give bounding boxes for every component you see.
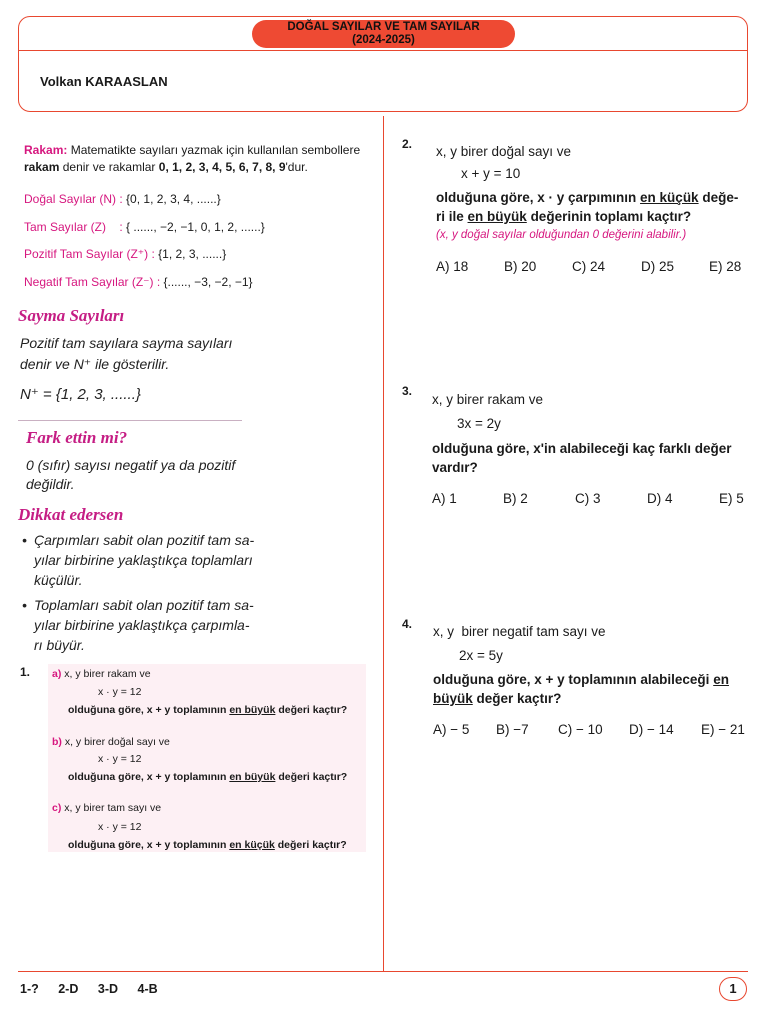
part-question <box>68 771 347 784</box>
q4-equation: 2x = 5y <box>459 648 503 663</box>
fark-text-1: 0 (sıfır) sayısı negatif ya da pozitif <box>26 457 236 473</box>
rakam-definition <box>24 142 374 176</box>
option-e: E) 5 <box>719 491 744 506</box>
q4-question-line-1 <box>433 670 729 689</box>
option-c: C) 24 <box>572 259 606 274</box>
option-d: D) 25 <box>641 259 675 274</box>
part-q-post: değeri kaçtır? <box>278 704 348 716</box>
bullet-line: yılar birbirine yaklaştıkça toplamları <box>34 552 253 568</box>
q4-intro: x, y birer negatif tam sayı ve <box>433 624 606 639</box>
part-question <box>68 839 347 852</box>
part-q-pre: olduğuna göre, x + y toplamının <box>68 839 227 851</box>
q2-question-line-2 <box>436 207 691 226</box>
bullet-symbol: • <box>22 532 27 548</box>
option-c: C) − 10 <box>558 722 603 737</box>
set-label: Doğal Sayılar (N) : <box>24 192 123 206</box>
question-1-box <box>48 664 366 852</box>
rakam-digits: 0, 1, 2, 3, 4, 5, 6, 7, 8, 9 <box>158 160 286 174</box>
section-separator <box>18 420 242 421</box>
option-c: C) 3 <box>575 491 601 506</box>
fark-heading: Fark ettin mi? <box>26 428 128 447</box>
set-row <box>24 247 226 261</box>
q4-em: en <box>713 672 729 687</box>
q3-question-line-1: olduğuna göre, x'in alabileceği kaç farklı değer <box>432 441 732 456</box>
q1-part-b <box>52 736 170 749</box>
q2-equation: x + y = 10 <box>461 166 521 181</box>
part-q-post: değeri kaçtır? <box>277 839 347 851</box>
bullet-2 <box>34 595 254 655</box>
q3-equation: 3x = 2y <box>457 416 501 431</box>
answer-item: 2-D <box>58 982 79 996</box>
part-q-pre: olduğuna göre, x + y toplamının <box>68 704 227 716</box>
bullet-symbol: • <box>22 597 27 613</box>
q3-intro: x, y birer rakam ve <box>432 392 544 407</box>
q2-post: değe- <box>702 190 739 205</box>
part-q-em: en büyük <box>229 771 276 783</box>
q4-post: değer kaçtır? <box>476 691 562 706</box>
option-b: B) −7 <box>496 722 529 737</box>
option-d: D) 4 <box>647 491 673 506</box>
set-label: Negatif Tam Sayılar (Z⁻) : <box>24 275 161 289</box>
column-divider <box>383 116 384 971</box>
q4-em: büyük <box>433 691 473 706</box>
bullet-line: Çarpımları sabit olan pozitif tam sa- <box>34 532 255 548</box>
part-q-post: değeri kaçtır? <box>278 771 348 783</box>
q2-pre: olduğuna göre, x · y çarpımının <box>436 190 637 205</box>
header-divider <box>18 50 748 51</box>
footer-divider <box>18 971 748 972</box>
set-row <box>24 192 221 206</box>
set-value: { ......, −2, −1, 0, 1, 2, ......} <box>126 220 265 234</box>
q2-em: en büyük <box>467 209 527 224</box>
part-q-pre: olduğuna göre, x + y toplamının <box>68 771 227 783</box>
bullet-line: rı büyür. <box>34 637 85 653</box>
bullet-line: küçülür. <box>34 572 83 588</box>
part-intro: x, y birer rakam ve <box>64 668 151 680</box>
q2-hint: (x, y doğal sayılar olduğundan 0 değerini alabilir.) <box>436 229 687 241</box>
bullet-1 <box>34 530 254 590</box>
option-a: A) − 5 <box>433 722 470 737</box>
q4-question-line-2 <box>433 689 561 708</box>
part-letter: b) <box>52 736 62 748</box>
q1-part-c <box>52 802 161 815</box>
q2-pre: ri ile <box>436 209 464 224</box>
bullet-line: Toplamları sabit olan pozitif tam sa- <box>34 597 254 613</box>
part-letter: a) <box>52 668 62 680</box>
answer-item: 4-B <box>137 982 158 996</box>
set-value: {......, −3, −2, −1} <box>163 275 253 289</box>
option-a: A) 1 <box>432 491 457 506</box>
q2-question-line-1 <box>436 188 738 207</box>
q2-intro: x, y birer doğal sayı ve <box>436 144 572 159</box>
page-title: DOĞAL SAYILAR VE TAM SAYILAR <box>287 21 480 33</box>
rakam-label: Rakam: <box>24 143 68 157</box>
question-2-number: 2. <box>402 137 413 151</box>
option-b: B) 20 <box>504 259 537 274</box>
set-row <box>24 275 253 289</box>
q2-post: değerinin toplamı kaçtır? <box>530 209 692 224</box>
answer-item: 1-? <box>20 982 39 996</box>
rakam-end: 'dur. <box>285 160 308 174</box>
title-pill <box>252 20 515 48</box>
answer-key <box>20 982 172 996</box>
option-e: E) − 21 <box>701 722 745 737</box>
sayma-set: N⁺ = {1, 2, 3, ......} <box>20 386 141 403</box>
set-label: Pozitif Tam Sayılar (Z⁺) : <box>24 247 155 261</box>
set-label: Tam Sayılar (Z) : <box>24 220 123 234</box>
sayma-text-1: Pozitif tam sayılara sayma sayıları <box>20 335 233 351</box>
q2-em: en küçük <box>640 190 699 205</box>
part-letter: c) <box>52 802 62 814</box>
part-equation: x · y = 12 <box>98 821 142 833</box>
part-equation: x · y = 12 <box>98 753 142 765</box>
q1-part-a <box>52 668 151 681</box>
part-intro: x, y birer doğal sayı ve <box>64 736 170 748</box>
page-subtitle: (2024-2025) <box>352 34 415 46</box>
rakam-word: rakam <box>24 160 60 174</box>
sayma-heading: Sayma Sayıları <box>18 306 125 325</box>
rakam-text-1: Matematikte sayıları yazmak için kullanılan sembollere <box>70 143 361 157</box>
q4-pre: olduğuna göre, x + y toplamının alabileceği <box>433 672 710 687</box>
page-number: 1 <box>719 977 747 1001</box>
part-equation: x · y = 12 <box>98 686 142 698</box>
set-row <box>24 220 265 234</box>
bullet-line: yılar birbirine yaklaştıkça çarpımla- <box>34 617 250 633</box>
fark-text-2: değildir. <box>26 476 75 492</box>
part-intro: x, y birer tam sayı ve <box>64 802 162 814</box>
rakam-text-2: denir ve rakamlar <box>62 160 156 174</box>
sayma-text-2: denir ve N⁺ ile gösterilir. <box>20 356 170 372</box>
question-3-number: 3. <box>402 384 413 398</box>
q3-question-line-2: vardır? <box>432 460 478 475</box>
option-d: D) − 14 <box>629 722 674 737</box>
question-4-number: 4. <box>402 617 413 631</box>
option-e: E) 28 <box>709 259 742 274</box>
author-name: Volkan KARAASLAN <box>40 74 168 89</box>
part-q-em: en büyük <box>229 704 276 716</box>
question-1-number: 1. <box>20 665 31 679</box>
option-b: B) 2 <box>503 491 528 506</box>
part-q-em: en küçük <box>229 839 275 851</box>
part-question <box>68 704 347 717</box>
answer-item: 3-D <box>97 982 119 996</box>
set-value: {1, 2, 3, ......} <box>158 247 227 261</box>
set-value: {0, 1, 2, 3, 4, ......} <box>126 192 221 206</box>
option-a: A) 18 <box>436 259 469 274</box>
dikkat-heading: Dikkat edersen <box>18 505 124 524</box>
